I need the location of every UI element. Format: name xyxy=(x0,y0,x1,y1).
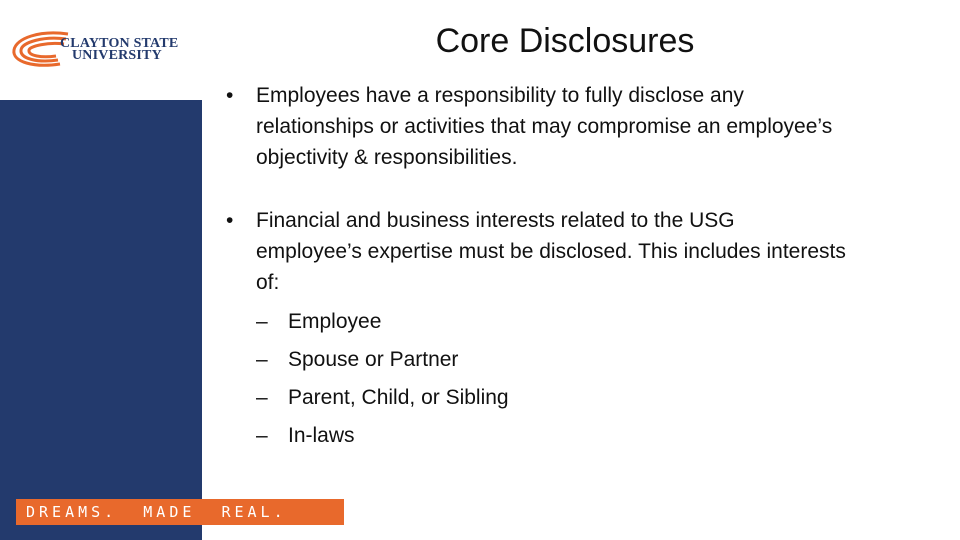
sub-item xyxy=(256,302,846,340)
bullet-marker: • xyxy=(226,84,234,107)
bullet-content xyxy=(256,205,846,454)
bullet-text: Financial and business interests related to the USG employee’s expertise must be disclosed. This includes interests of: xyxy=(256,209,846,294)
slide-title: Core Disclosures xyxy=(435,22,695,60)
sub-list xyxy=(256,302,846,454)
bullet-marker: • xyxy=(226,209,234,232)
bullet-list xyxy=(226,80,846,486)
sub-item xyxy=(256,416,846,454)
sub-marker: – xyxy=(256,385,268,409)
tagline-text: DREAMS. MADE REAL. xyxy=(26,503,287,521)
university-logo xyxy=(0,0,202,100)
sub-item-text: Employee xyxy=(288,309,382,333)
sub-marker: – xyxy=(256,309,268,333)
sub-item-text: Parent, Child, or Sibling xyxy=(288,385,509,409)
bullet-text: Employees have a responsibility to fully disclose any relationships or activities that may compromise an employee’s objectivity & responsibilities. xyxy=(256,84,833,169)
logo-line-1: CLAYTON STATE xyxy=(60,36,179,51)
sub-item xyxy=(256,378,846,416)
sub-marker: – xyxy=(256,347,268,371)
tagline-banner xyxy=(16,499,344,525)
bullet-item xyxy=(226,80,846,173)
sub-item-text: In-laws xyxy=(288,423,355,447)
logo-line-2: UNIVERSITY xyxy=(72,48,162,63)
bullet-item xyxy=(226,205,846,454)
sub-item-text: Spouse or Partner xyxy=(288,347,459,371)
sub-item xyxy=(256,340,846,378)
sub-marker: – xyxy=(256,423,268,447)
logo-wordmark xyxy=(60,38,178,62)
